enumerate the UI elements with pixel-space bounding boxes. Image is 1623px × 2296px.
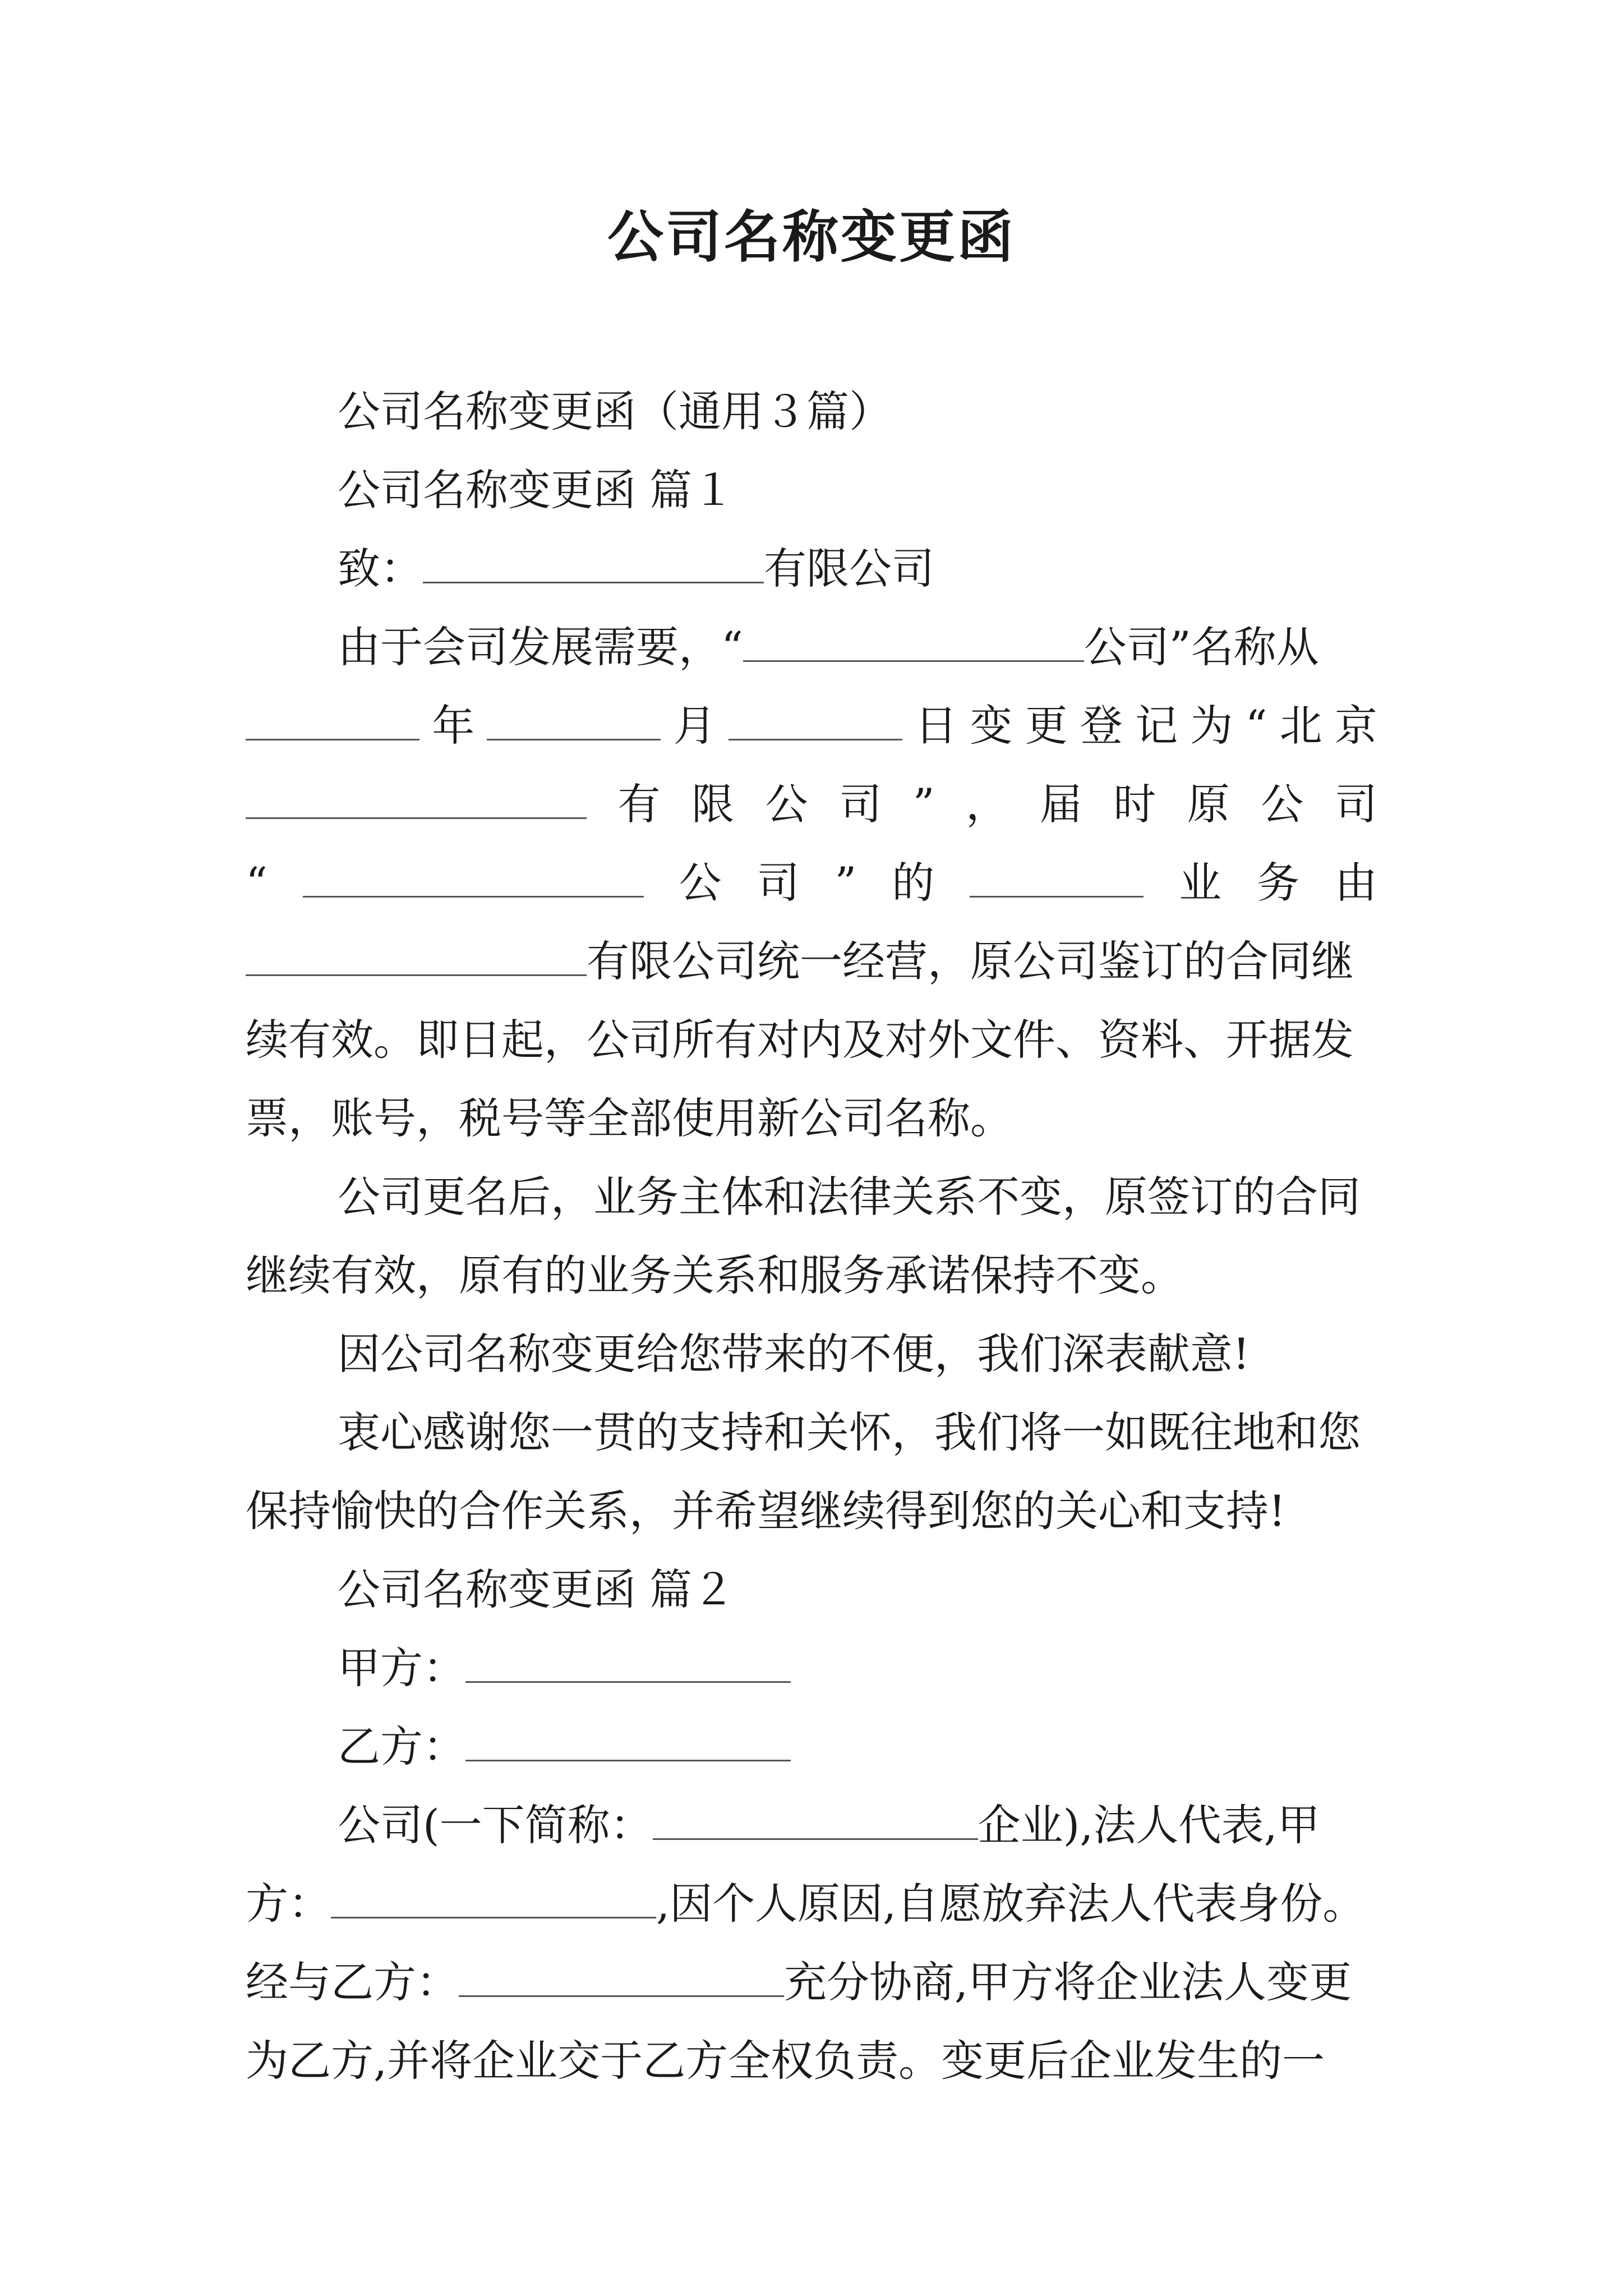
text-char: 司 [1334,779,1377,829]
paragraph-line [246,1629,1377,1708]
blank-field [465,1720,791,1761]
text-span: 企业),法人代表,甲 [978,1800,1320,1850]
text-char: 司 [839,779,882,829]
blank-field [728,700,902,740]
text-span: 充分协商,甲方将企业法人变更 [784,1957,1352,2007]
text-span: 方： [246,1879,331,1929]
text-span: 公司(一下简称： [338,1800,653,1850]
paragraph-line [246,1472,1377,1550]
text-span: 保持愉快的合作关系，并希望继续得到您的关心和支持! [246,1486,1286,1536]
document-body [246,372,1377,2100]
text-span: 因公司名称变更给您带来的不便，我们深表献意! [338,1329,1250,1379]
document-title: 公司名称变更函 [607,204,1016,270]
paragraph-line [246,1079,1377,1158]
text-char: 由 [1334,858,1377,908]
text-span: ,因个人原因,自愿放弃法人代表身份。 [656,1879,1366,1929]
paragraph-line [246,2022,1377,2100]
text-span: 经与乙方： [246,1957,459,2007]
blank-field [459,1956,784,1997]
paragraph-line [246,1943,1377,2022]
text-span: 为乙方,并将企业交于乙方全权负责。变更后企业发生的一 [246,2036,1325,2086]
text-char: ， [966,779,1009,829]
text-char: 年 [432,701,475,751]
text-char: ” [912,779,935,829]
text-char: 北 [1279,701,1322,751]
blank-field [331,1878,656,1918]
paragraph-line [246,1786,1377,1865]
text-span: 继续有效，原有的业务关系和服务承诺保持不变。 [246,1250,1183,1300]
text-span: 票，账号，税号等全部使用新公司名称。 [246,1093,1013,1143]
section-heading [246,1550,1377,1629]
paragraph-line [246,844,1377,922]
text-span: 致： [338,544,423,593]
blank-field [246,778,587,819]
paragraph-line [246,922,1377,1001]
text-char: 公 [679,858,722,908]
blank-field [487,700,661,740]
text-char: 时 [1113,779,1156,829]
text-span: 公司名称变更函（通用３篇） [338,386,892,436]
paragraph-line [246,372,1377,451]
text-char: “ [246,858,268,908]
text-char: 公 [765,779,808,829]
blank-field [423,542,764,583]
text-char: 务 [1256,858,1299,908]
paragraph-line [246,1708,1377,1786]
paragraph-line [246,1315,1377,1393]
paragraph-line [246,1158,1377,1236]
text-span: 续有效。即日起，公司所有对内及对外文件、资料、开据发 [246,1015,1354,1065]
blank-field [743,621,1084,662]
text-span: 有限公司统一经营，原公司鉴订的合同继 [587,936,1354,986]
paragraph-line [246,1865,1377,1943]
section-heading [246,451,1377,530]
text-span: 公司更名后，业务主体和法律关系不变，原签订的合同 [338,1172,1361,1222]
text-span: 由于会司发展需要，“ [338,622,743,672]
paragraph-line [246,530,1377,608]
paragraph-line [246,1001,1377,1079]
text-char: 原 [1187,779,1230,829]
text-char: 日 [915,701,958,751]
paragraph-line [246,608,1377,687]
text-span: 公司”名称从 [1083,622,1319,672]
text-char: 业 [1179,858,1222,908]
blank-field [970,857,1144,898]
blank-field [246,700,419,740]
text-char: 司 [757,858,800,908]
text-span: 公司名称变更函 篇２ [338,1565,735,1614]
text-span: 衷心感谢您一贯的支持和关怀，我们将一如既往地和您 [338,1407,1361,1457]
text-char: ” [834,858,857,908]
text-char: 有 [617,779,661,829]
text-char: 更 [1025,701,1068,751]
text-char: 变 [970,701,1013,751]
blank-field [246,935,587,976]
blank-field [303,857,644,898]
text-char: 为 [1190,701,1233,751]
text-char: 公 [1261,779,1304,829]
paragraph-line [246,687,1377,765]
text-char: 届 [1039,779,1082,829]
text-char: 的 [892,858,935,908]
paragraph-line [246,765,1377,844]
paragraph-line [246,1393,1377,1472]
text-char: “ [1245,701,1267,751]
paragraph-line [246,1236,1377,1315]
text-char: 记 [1135,701,1178,751]
text-span: 乙方： [338,1722,465,1772]
text-span: 公司名称变更函 篇１ [338,465,735,515]
text-char: 限 [691,779,735,829]
blank-field [653,1799,978,1840]
text-span: 有限公司 [764,544,934,593]
blank-field [465,1642,791,1683]
text-char: 月 [673,701,716,751]
text-char: 京 [1334,701,1377,751]
text-char: 登 [1080,701,1123,751]
text-span: 甲方： [338,1643,465,1693]
